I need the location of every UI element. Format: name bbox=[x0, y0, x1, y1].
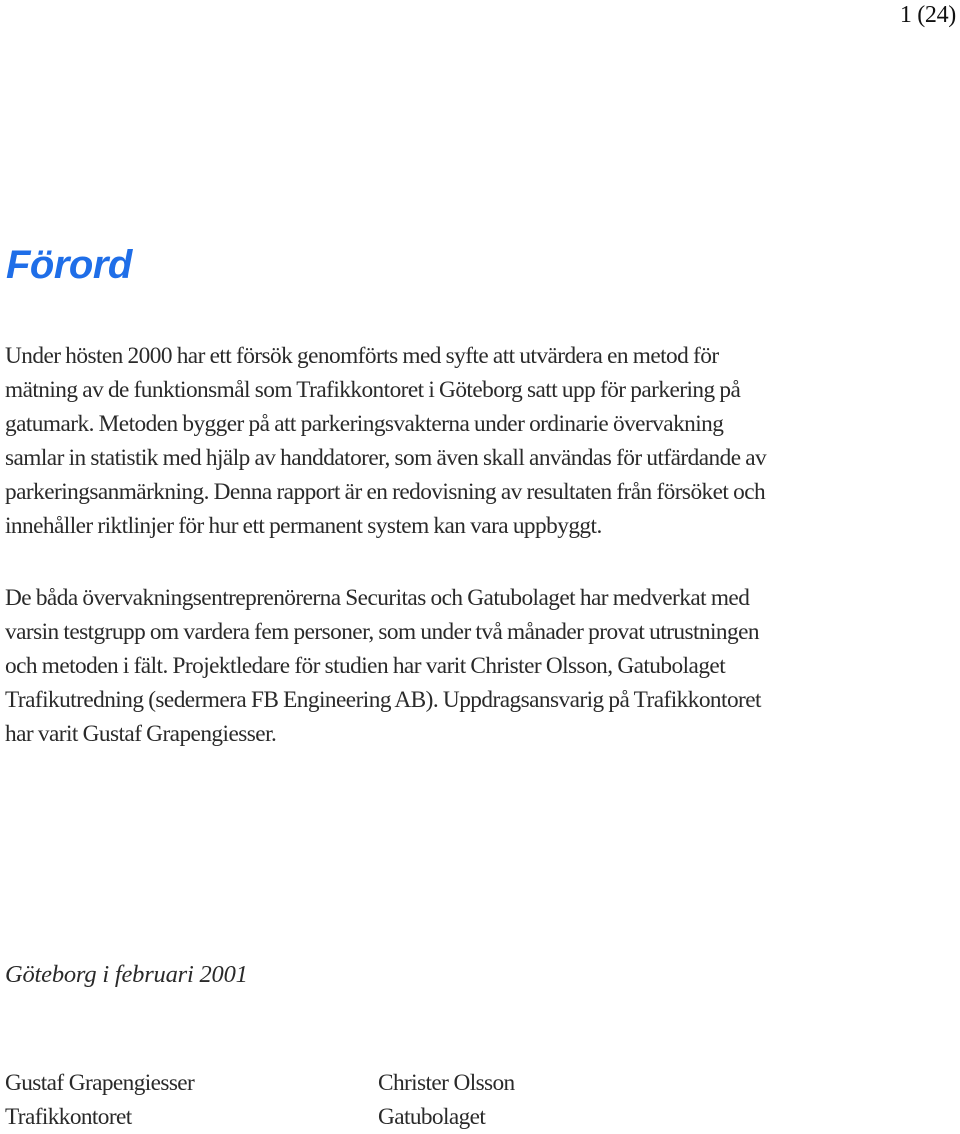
signer-organization: Gatubolaget bbox=[378, 1104, 486, 1130]
paragraph-intro bbox=[5, 339, 955, 543]
signature-block-grapengiesser bbox=[5, 1066, 194, 1134]
paragraph-line: De båda övervakningsentreprenörerna Securitas och Gatubolaget har medverkat med bbox=[5, 585, 750, 611]
signature-block-olsson bbox=[378, 1066, 515, 1134]
signer-name: Christer Olsson bbox=[378, 1070, 515, 1096]
paragraph-participants bbox=[5, 581, 955, 751]
page-number: 1 (24) bbox=[899, 2, 956, 28]
paragraph-line: varsin testgrupp om vardera fem personer, som under två månader provat utrustningen bbox=[5, 619, 760, 645]
paragraph-line: parkeringsanmärkning. Denna rapport är en redovisning av resultaten från försöket och bbox=[5, 479, 766, 505]
paragraph-line: mätning av de funktionsmål som Trafikkontoret i Göteborg satt upp för parkering på bbox=[5, 377, 741, 403]
paragraph-line: har varit Gustaf Grapengiesser. bbox=[5, 721, 277, 747]
paragraph-line: Under hösten 2000 har ett försök genomförts med syfte att utvärdera en metod för bbox=[5, 343, 719, 369]
paragraph-line: samlar in statistik med hjälp av handdatorer, som även skall användas för utfärdande av bbox=[5, 445, 767, 471]
paragraph-line: Trafikutredning (sedermera FB Engineering AB). Uppdragsansvarig på Trafikkontoret bbox=[5, 687, 761, 713]
paragraph-line: gatumark. Metoden bygger på att parkeringsvakterna under ordinarie övervakning bbox=[5, 411, 724, 437]
paragraph-line: innehåller riktlinjer för hur ett permanent system kan vara uppbyggt. bbox=[5, 513, 602, 539]
paragraph-line: och metoden i fält. Projektledare för studien har varit Christer Olsson, Gatubolaget bbox=[5, 653, 726, 679]
signer-name: Gustaf Grapengiesser bbox=[5, 1070, 195, 1096]
place-date: Göteborg i februari 2001 bbox=[5, 961, 248, 988]
page-title: Förord bbox=[6, 243, 132, 287]
signer-organization: Trafikkontoret bbox=[5, 1104, 132, 1130]
